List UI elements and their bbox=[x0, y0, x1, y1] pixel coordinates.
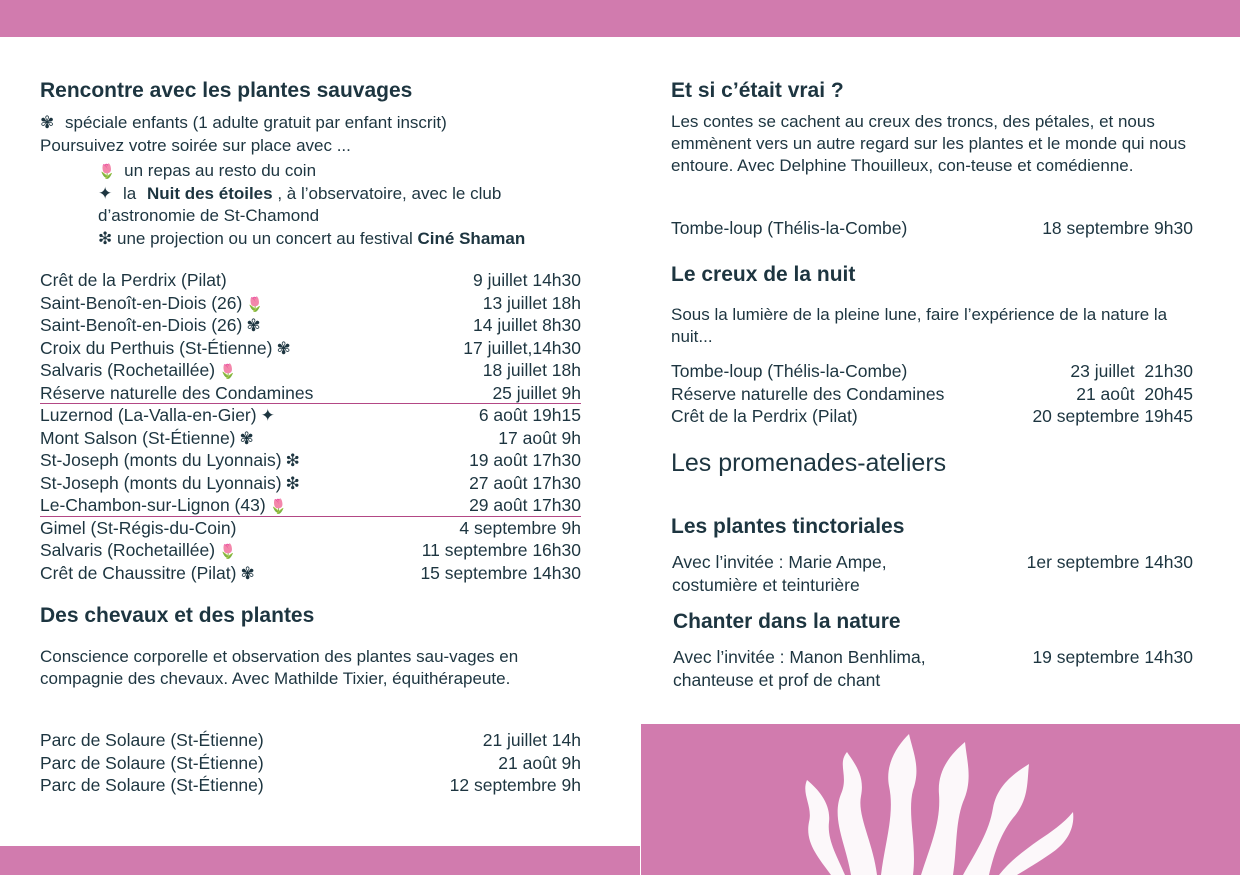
date-label: 20 septembre 19h45 bbox=[1032, 406, 1193, 426]
table-row bbox=[40, 539, 581, 562]
section-title-chevaux: Des chevaux et des plantes bbox=[40, 604, 315, 627]
rule-divider bbox=[40, 403, 581, 404]
place-label: Tombe-loup (Thélis-la-Combe) bbox=[671, 218, 908, 238]
table-row bbox=[671, 360, 1193, 383]
table-row bbox=[40, 774, 581, 797]
table-row bbox=[671, 405, 1193, 428]
date-label: 29 août 17h30 bbox=[469, 495, 581, 515]
row-place bbox=[671, 360, 907, 383]
place-label: Crêt de Chaussitre (Pilat) bbox=[40, 562, 237, 583]
lotus-icon: 🌷 bbox=[246, 295, 264, 312]
row-place bbox=[40, 752, 264, 775]
flower-icon: ✾ bbox=[246, 316, 261, 335]
section-title-vrai: Et si c’était vrai ? bbox=[671, 79, 844, 102]
place-label: Gimel (St-Régis-du-Coin) bbox=[40, 517, 237, 538]
star-icon: ✦ bbox=[98, 184, 113, 203]
date-label: 25 juillet 9h bbox=[492, 382, 581, 403]
table-row bbox=[40, 449, 581, 472]
date-label: 21 juillet 14h bbox=[482, 730, 581, 750]
table-row bbox=[40, 359, 581, 382]
kids-note-text: spéciale enfants (1 adulte gratuit par enfant inscrit) bbox=[64, 113, 447, 132]
section-title-tinctoriales: Les plantes tinctoriales bbox=[671, 515, 905, 538]
tinctoriales-line1: Avec l’invitée : Marie Ampe, bbox=[672, 552, 887, 572]
date-label: 17 juillet,14h30 bbox=[463, 337, 581, 358]
option-festival bbox=[98, 228, 525, 251]
option-restaurant bbox=[98, 160, 316, 183]
date-label: 4 septembre 9h bbox=[459, 517, 581, 538]
date-label: 19 août 17h30 bbox=[469, 450, 581, 470]
place-label: Luzernod (La-Valla-en-Gier) bbox=[40, 405, 257, 425]
place-label: Salvaris (Rochetaillée) bbox=[40, 360, 216, 380]
place-label: Réserve naturelle des Condamines bbox=[40, 382, 314, 403]
option-stars bbox=[98, 183, 501, 206]
place-label: Croix du Perthuis (St-Étienne) bbox=[40, 337, 273, 358]
option-stars-post: , à l’observatoire, avec le club bbox=[277, 184, 502, 203]
intro-text: Poursuivez votre soirée sur place avec ... bbox=[40, 136, 351, 155]
heading-promenades-ateliers: Les promenades-ateliers bbox=[671, 449, 947, 477]
chevaux-description: Conscience corporelle et observation des plantes sau-vages en compagnie des chevaux. Avec Mathilde Tixier, équithérapeute. bbox=[40, 647, 519, 688]
sparkle-icon: ❇ bbox=[285, 451, 300, 470]
place-label: Saint-Benoît-en-Diois (26) bbox=[40, 315, 243, 335]
row-place bbox=[40, 314, 261, 337]
table-row bbox=[40, 427, 581, 450]
date-label: 6 août 19h15 bbox=[478, 405, 581, 425]
flower-icon: ✾ bbox=[40, 113, 55, 132]
row-place bbox=[671, 405, 858, 428]
row-place bbox=[40, 404, 275, 427]
row-place bbox=[671, 383, 944, 406]
date-label: 18 juillet 18h bbox=[482, 360, 581, 380]
table-row bbox=[40, 494, 581, 517]
date-label: 18 septembre 9h30 bbox=[1042, 218, 1193, 238]
flower-icon: ✾ bbox=[239, 428, 254, 448]
date-label: 15 septembre 14h30 bbox=[420, 562, 581, 583]
date-label: 11 septembre 16h30 bbox=[421, 540, 581, 560]
chanter-line2: chanteuse et prof de chant bbox=[673, 670, 881, 690]
section-title-chanter: Chanter dans la nature bbox=[673, 610, 901, 633]
date-label: 27 août 17h30 bbox=[469, 472, 581, 493]
row-place bbox=[40, 449, 300, 472]
top-pink-band bbox=[0, 0, 1240, 37]
place-label: Parc de Solaure (St-Étienne) bbox=[40, 730, 264, 750]
row-place bbox=[40, 292, 264, 315]
table-row bbox=[40, 562, 581, 585]
row-place bbox=[40, 517, 236, 540]
nuit-description: Sous la lumière de la pleine lune, faire l’expérience de la nature la nuit... bbox=[671, 305, 1168, 346]
section-title-plantes-sauvages: Rencontre avec les plantes sauvages bbox=[40, 79, 413, 102]
table-row bbox=[40, 729, 581, 752]
kids-note bbox=[40, 112, 447, 135]
place-label: Réserve naturelle des Condamines bbox=[671, 383, 945, 404]
plant-illustration-panel bbox=[641, 724, 1240, 875]
row-place bbox=[40, 539, 237, 562]
star-icon: ✦ bbox=[260, 406, 275, 425]
table-row bbox=[40, 752, 581, 775]
row-place bbox=[671, 217, 907, 240]
option-restaurant-text: un repas au resto du coin bbox=[124, 161, 317, 180]
table-row bbox=[40, 404, 581, 427]
sparkle-icon: ❇ bbox=[285, 473, 300, 493]
rule-divider bbox=[40, 516, 581, 517]
row-place bbox=[40, 337, 291, 360]
table-row bbox=[40, 472, 581, 495]
option-festival-bold: Ciné Shaman bbox=[417, 229, 526, 248]
date-label: 17 août 9h bbox=[498, 427, 581, 448]
date-label: 9 juillet 14h30 bbox=[473, 270, 581, 290]
table-row bbox=[40, 269, 581, 292]
row-place bbox=[40, 472, 300, 495]
place-label: St-Joseph (monts du Lyonnais) bbox=[40, 472, 282, 493]
place-label: Parc de Solaure (St-Étienne) bbox=[40, 775, 264, 795]
row-place bbox=[40, 494, 287, 517]
row-place bbox=[40, 269, 227, 292]
tinctoriales-date: 1er septembre 14h30 bbox=[1026, 552, 1193, 572]
lotus-icon: 🌷 bbox=[269, 498, 288, 514]
table-row bbox=[671, 217, 1193, 240]
tinctoriales-line2: costumière et teinturière bbox=[672, 575, 860, 595]
option-festival-text: une projection ou un concert au festival bbox=[116, 229, 413, 248]
table-row bbox=[40, 337, 581, 360]
option-stars-pre: la bbox=[122, 184, 137, 203]
date-label: 14 juillet 8h30 bbox=[473, 315, 581, 335]
row-place bbox=[40, 774, 264, 797]
row-place bbox=[40, 729, 264, 752]
date-label: 21 août 9h bbox=[498, 752, 581, 773]
chanter-line1: Avec l’invitée : Manon Benhlima, bbox=[673, 647, 926, 667]
sparkle-icon: ❇ bbox=[98, 229, 113, 248]
table-row bbox=[40, 292, 581, 315]
table-row bbox=[40, 382, 581, 405]
place-label: Crêt de la Perdrix (Pilat) bbox=[40, 270, 227, 290]
place-label: St-Joseph (monts du Lyonnais) bbox=[40, 450, 282, 470]
table-row bbox=[40, 314, 581, 337]
lotus-icon: 🌷 bbox=[98, 163, 116, 179]
date-label: 12 septembre 9h bbox=[449, 775, 581, 795]
table-row bbox=[671, 383, 1193, 406]
date-label: 13 juillet 18h bbox=[482, 292, 581, 313]
date-label: 23 juillet 21h30 bbox=[1070, 361, 1193, 381]
place-label: Mont Salson (St-Étienne) bbox=[40, 427, 236, 448]
table-row bbox=[40, 517, 581, 540]
row-place bbox=[40, 562, 255, 585]
vrai-description: Les contes se cachent au creux des troncs, des pétales, et nous emmènent vers un autre regard sur les plantes et le monde qui nous entoure. Avec Delphine Thouilleux, con-teuse et comédienne. bbox=[671, 112, 1187, 175]
option-stars-bold: Nuit des étoiles bbox=[146, 184, 273, 203]
lotus-icon: 🌷 bbox=[219, 543, 237, 559]
place-label: Le-Chambon-sur-Lignon (43) bbox=[40, 495, 266, 515]
row-place bbox=[40, 359, 237, 382]
option-stars-line2: d’astronomie de St-Chamond bbox=[98, 206, 320, 225]
flower-icon: ✾ bbox=[276, 338, 291, 358]
place-label: Salvaris (Rochetaillée) bbox=[40, 540, 216, 560]
place-label: Saint-Benoît-en-Diois (26) bbox=[40, 292, 243, 313]
place-label: Tombe-loup (Thélis-la-Combe) bbox=[671, 361, 908, 381]
chanter-date: 19 septembre 14h30 bbox=[1032, 647, 1193, 667]
section-title-nuit: Le creux de la nuit bbox=[671, 263, 856, 286]
row-place bbox=[40, 427, 254, 450]
row-place bbox=[40, 382, 313, 405]
lotus-icon: 🌷 bbox=[219, 363, 237, 379]
date-label: 21 août 20h45 bbox=[1076, 383, 1193, 404]
plant-silhouette-icon bbox=[641, 724, 1240, 875]
bottom-pink-band bbox=[0, 846, 640, 875]
flower-icon: ✾ bbox=[240, 563, 255, 583]
place-label: Parc de Solaure (St-Étienne) bbox=[40, 752, 264, 773]
place-label: Crêt de la Perdrix (Pilat) bbox=[671, 406, 858, 426]
